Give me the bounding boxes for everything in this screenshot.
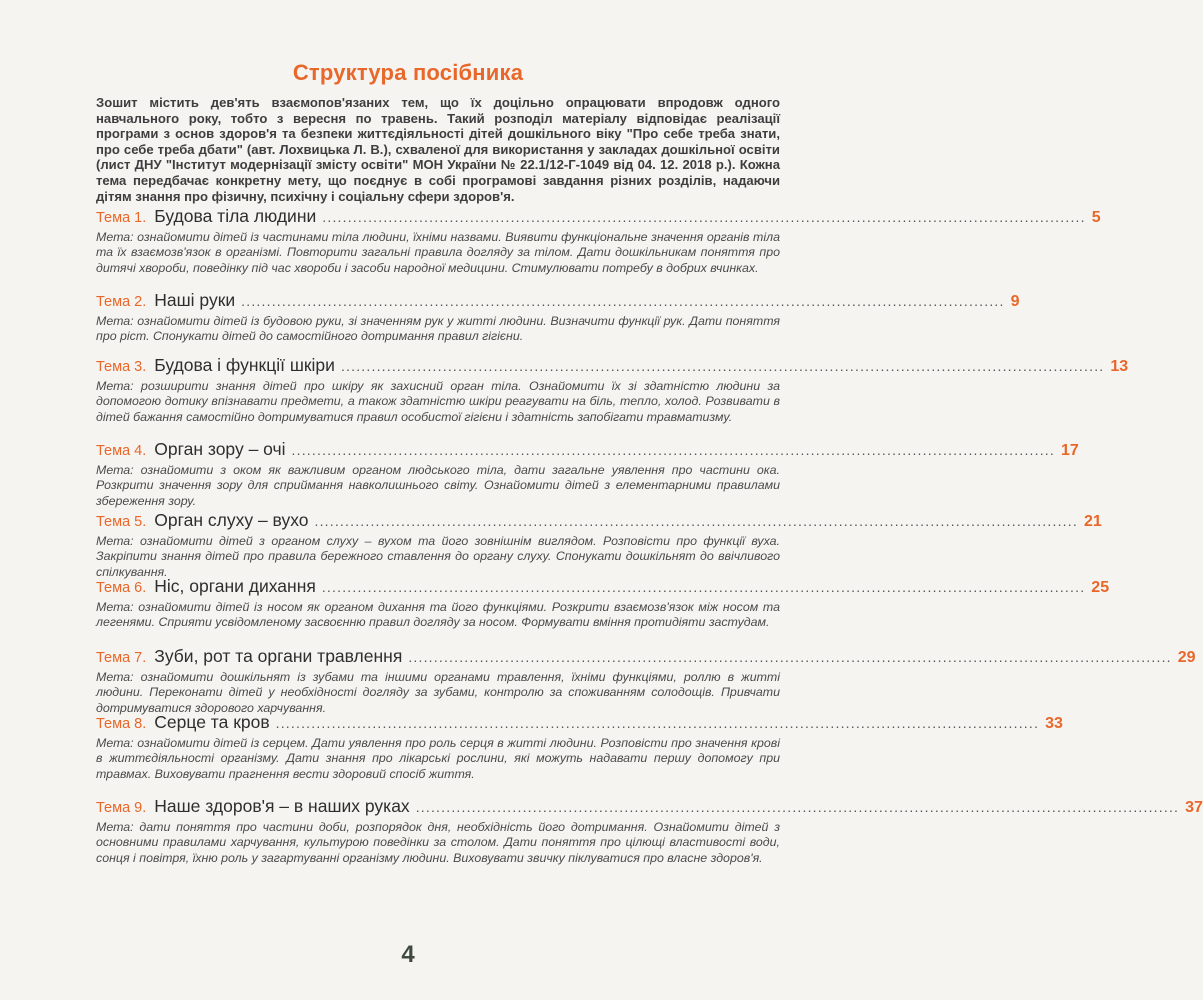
topic-name: Ніс, органи дихання	[154, 576, 316, 596]
topic-heading	[96, 576, 1110, 598]
topic-description: Мета: ознайомити дошкільнят із зубами та іншими органами травлення, їхніми функціями, роллю в житті людини. Переконати дітей у необхідності догляду за зубами, контролю за споживанням солодощів. Привчати дотримуватися здорового харчування.	[96, 670, 780, 715]
topic-3	[96, 355, 1129, 425]
topic-2	[96, 290, 1020, 345]
dot-leader: ......................................................................................................................................................	[408, 649, 1172, 665]
topic-6	[96, 576, 1110, 631]
topic-page-number: 5	[1091, 209, 1101, 226]
dot-leader: ......................................................................................................................................................	[241, 293, 1005, 309]
topic-label: Тема 4.	[96, 443, 147, 459]
topic-page-number: 37	[1185, 799, 1203, 816]
topic-page-number: 25	[1091, 579, 1110, 596]
topic-description: Мета: ознайомити дітей із будовою руки, зі значенням рук у житті людини. Визначити функції рук. Дати поняття про ріст. Спонукати дітей до самостійного дотримання правил гігієни.	[96, 314, 780, 344]
topic-page-number: 33	[1045, 715, 1063, 732]
topic-heading	[96, 646, 1196, 668]
topic-name: Будова і функції шкіри	[154, 355, 335, 375]
topic-label: Тема 1.	[96, 210, 147, 226]
topic-label: Тема 7.	[96, 650, 147, 666]
dot-leader: ......................................................................................................................................................	[291, 442, 1055, 458]
topic-label: Тема 9.	[96, 800, 147, 816]
intro-paragraph: Зошит містить дев'ять взаємопов'язаних тем, що їх доцільно опрацювати впродовж одного навчального року, тобто з вересня по травень. Такий розподіл матеріалу відповідає реалізації програми з основ здоров'я та безпеки життєдіяльності дітей дошкільного віку "Про себе треба знати, про себе треба дбати" (авт. Лохвицька Л. В.), схваленої для використання у закладах дошкільної освіти (лист ДНУ "Інститут модернізації змісту освіти" МОН України № 22.1/12-Г-1049 від 04. 12. 2018 р.). Кожна тема передбачає конкретну мету, що поєднує в собі програмові завдання різних розділів, надаючи дітям знання про фізичну, психічну і соціальну сфери здоров'я.	[96, 95, 780, 204]
topic-name: Орган зору – очі	[154, 439, 286, 459]
topic-description: Мета: ознайомити дітей із серцем. Дати уявлення про роль серця в житті людини. Розповісти про значення крові в життєдіяльності організму. Дати знання про лікарські рослини, які можуть надавати першу допомогу при травмах. Виховувати прагнення вести здоровий спосіб життя.	[96, 736, 780, 781]
topic-heading	[96, 510, 1102, 532]
topic-description: Мета: розширити знання дітей про шкіру як захисний орган тіла. Ознайомити їх зі здатністю людини за допомогою дотику впізнавати предмети, а також здатністю шкіри реагувати на біль, тепло, холод. Розвивати в дітей бажання самостійно дотримуватися правил особистої гігієни і здатність запобігати травматизму.	[96, 379, 780, 424]
topic-heading	[96, 796, 1203, 818]
topic-name: Будова тіла людини	[154, 206, 317, 226]
topic-page-number: 17	[1060, 442, 1079, 459]
topic-description: Мета: ознайомити з оком як важливим органом людського тіла, дати загальне уявлення про частини ока. Розкрити значення зору для сприймання навколишнього світу. Ознайомити дітей з елементарними правилами збереження зору.	[96, 463, 780, 508]
dot-leader: ......................................................................................................................................................	[275, 715, 1040, 731]
topic-4	[96, 439, 1079, 509]
topic-1	[96, 206, 1101, 276]
page-title: Структура посібника	[292, 60, 524, 85]
dot-leader: ......................................................................................................................................................	[321, 579, 1086, 595]
topic-name: Серце та кров	[154, 712, 270, 732]
dot-leader: ......................................................................................................................................................	[322, 209, 1086, 225]
topic-description: Мета: ознайомити дітей із частинами тіла людини, їхніми назвами. Виявити функціональне значення органів тіла та їх взаємозв'язок в організмі. Повторити загальні правила догляду за тілом. Дати дошкільникам поняття про дитячі хвороби, поведінку під час хвороби і засоби народної медицини. Стимулювати потребу в добрих вчинках.	[96, 230, 780, 275]
topic-name: Наші руки	[154, 290, 236, 310]
topic-label: Тема 2.	[96, 294, 147, 310]
topic-page-number: 29	[1177, 649, 1196, 666]
topic-name: Орган слуху – вухо	[154, 510, 309, 530]
topic-label: Тема 8.	[96, 716, 147, 732]
topic-label: Тема 5.	[96, 514, 147, 530]
topic-8	[96, 712, 1063, 782]
topic-description: Мета: ознайомити дітей із носом як органом дихання та його функціями. Розкрити взаємозв'язок між носом та легенями. Сприяти усвідомленому засвоєнню правил догляду за носом. Формувати вміння протидіяти застудам.	[96, 600, 780, 630]
topic-heading	[96, 355, 1129, 377]
topic-page-number: 9	[1010, 293, 1020, 310]
topic-name: Зуби, рот та органи травлення	[154, 646, 403, 666]
topic-9	[96, 796, 1203, 866]
dot-leader: ......................................................................................................................................................	[340, 358, 1105, 374]
topic-page-number: 13	[1110, 358, 1129, 375]
topic-5	[96, 510, 1102, 580]
topic-heading	[96, 290, 1020, 312]
topic-label: Тема 3.	[96, 359, 147, 375]
topic-7	[96, 646, 1196, 716]
topic-heading	[96, 712, 1063, 734]
topic-page-number: 21	[1083, 513, 1102, 530]
dot-leader: ......................................................................................................................................................	[415, 799, 1180, 815]
topic-description: Мета: дати поняття про частини доби, розпорядок дня, необхідність його дотримання. Ознайомити дітей з основними правилами харчування, культурою поведінки за столом. Дати поняття про цілющі властивості води, сонця і повітря, їхню роль у загартуванні організму людини. Виховувати звичку піклуватися про власне здоров'я.	[96, 820, 780, 865]
topic-heading	[96, 439, 1079, 461]
topic-heading	[96, 206, 1101, 228]
topic-description: Мета: ознайомити дітей з органом слуху – вухом та його зовнішнім виглядом. Розповісти про функції вуха. Закріпити знання дітей про правила бережного ставлення до органу слуху. Спонукати дошкільнят до ввічливого спілкування.	[96, 534, 780, 579]
topic-name: Наше здоров'я – в наших руках	[154, 796, 410, 816]
topic-label: Тема 6.	[96, 580, 147, 596]
page-number: 4	[401, 941, 415, 968]
dot-leader: ......................................................................................................................................................	[314, 513, 1078, 529]
